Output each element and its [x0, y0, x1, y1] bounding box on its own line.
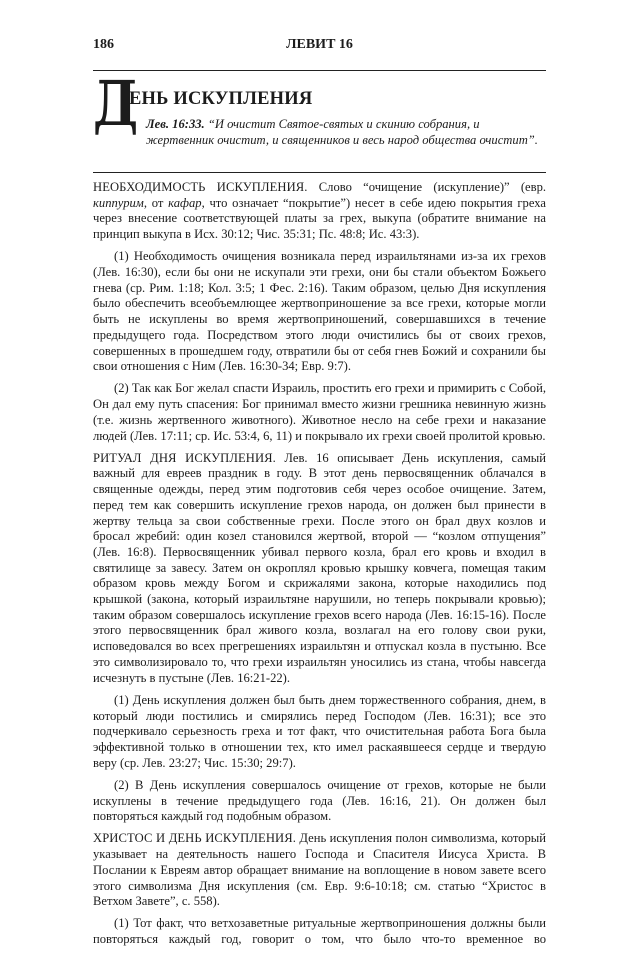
paragraph: (2) Так как Бог желал спасти Израиль, простить его грехи и примирить с Собой, Он дал ему путь спасения: Бог принимал вместо жизни грешника невинную жизнь (т.е. жизнь жертвенного животного). Животное несло на себе грехи и наказание людей (Лев. 17:11; ср. Ис. 53:4, 6, 11) и покрывало их грехи своей пролитой кровью.	[93, 381, 546, 443]
italic-term: кафар	[168, 195, 202, 210]
text-run: День искупления полон символизма, который указывает на деятельность нашего Господа и Спасителя Иисуса Христа. В Послании к Евреям автор обращает внимание на воплощение в новом завете всего этого символизма Дня искупления (см. Евр. 9:6-10:18; см. статью “Христос в Ветхом Завете”, с. 558).	[93, 831, 546, 909]
section-heading: РИТУАЛ ДНЯ ИСКУПЛЕНИЯ.	[93, 450, 276, 465]
text-run: Лев. 16 описывает День искупления, самый важный для евреев праздник в году. В этот день первосвященник облачался в священные одежды, перед этим подготовив себя через особое очищение. Затем, перед тем как совершить искупление грехов народа, он должен был принести в жертву тельца за свои собственные грехи. После этого он брал двух козлов и бросал жребий: один козел становился жертвой, второй — “козлом отпущения” (Лев. 16:8). Первосвященник убивал первого козла, брал его кровь и входил в святилище за завесу. Затем он окроплял кровью крышку ковчега, помещая таким образом кровь между Богом и скрижалями закона, которые находились под крышкой (закона, который израильтяне нарушили, но теперь покрывали кровью); таким образом совершалось искупление грехов всего народа (Лев. 16:15-16). После этого первосвященник брал живого козла, возлагал на его голову свои руки, исповедовался во всех прегрешениях израильтян и отпускал козла в пустыню. Все это символизировало то, что грехи израильтян уносились из стана, чтобы навсегда исчезнуть в пустыне (Лев. 16:21-22).	[93, 450, 546, 685]
drop-cap: Д	[93, 67, 139, 140]
chapter-title: ЕНЬ ИСКУПЛЕНИЯ	[129, 89, 313, 109]
epigraph	[146, 117, 538, 148]
section-heading: НЕОБХОДИМОСТЬ ИСКУПЛЕНИЯ.	[93, 180, 308, 194]
paragraph: (1) День искупления должен был быть днем торжественного собрания, днем, в который люди постились и смирялись перед Господом (Лев. 16:31); все это подчеркивало серьезность греха и тот факт, что очистительная работа Бога была эффективной только в отношении тех, кто имел раскаявшееся сердце и твердую веру (ср. Лев. 23:27; Чис. 15:30; 29:7).	[93, 692, 546, 770]
epigraph-text: “И очистит Святое-святых и скинию собрания, и жертвенник очистит, и священников и весь народ общества очистит”.	[146, 117, 538, 147]
epigraph-reference: Лев. 16:33.	[146, 117, 205, 131]
page-number: 186	[93, 37, 114, 52]
chapter-title-block	[93, 67, 546, 169]
text-run: Слово “очищение (искупление)” (евр.	[307, 180, 547, 194]
running-header	[93, 37, 546, 57]
section-necessity-intro	[93, 180, 546, 243]
paragraph: (1) Необходимость очищения возникала перед израильтянами из-за их грехов (Лев. 16:30), если бы они не искупали эти грехи, они бы стали объектом Божьего гнева (ср. Рим. 1:18; Кол. 3:5; 1 Фес. 2:16). Таким образом, целью Дня искупления было обеспечить всеобъемлющее жертвоприношение за все грехи, которые могли быть не искуплены во время жертвоприношений, совершавшихся в течение предыдущего года. Посредством этого люди очистились бы от своих грехов, совершенных в прошедшем году, отвратили бы от себя гнев Божий и сохранили бы свои отношения с Ним (Лев. 16:30-34; Евр. 9:7).	[93, 249, 546, 374]
title-bottom-rule	[93, 172, 546, 173]
section-heading: ХРИСТОС И ДЕНЬ ИСКУПЛЕНИЯ.	[93, 831, 296, 846]
section-christ-intro	[93, 831, 546, 910]
text-run: , от	[143, 195, 169, 210]
top-rule	[93, 70, 546, 71]
italic-term: киппурим	[93, 195, 144, 210]
body-text	[93, 180, 546, 954]
paragraph: (2) В День искупления совершалось очищение от грехов, которые не были искуплены в течение предыдущего года (Лев. 16:16, 21). Он должен был повторяться каждый год подобным образом.	[93, 777, 546, 824]
running-title: ЛЕВИТ 16	[286, 37, 353, 52]
paragraph: (1) Тот факт, что ветхозаветные ритуальные жертвоприношения должны были повторяться каждый год, говорит о том, что было что-то временное во	[93, 916, 546, 947]
section-ritual-intro	[93, 451, 546, 687]
text-run: , что означает “покрытие”) несет в себе идею покрытия греха через внесение соответствующей платы за грех, выкупа (обратите внимание на принцип выкупа в Исх. 30:12; Чис. 35:31; Пс. 48:8; Ис. 43:3).	[93, 195, 546, 242]
